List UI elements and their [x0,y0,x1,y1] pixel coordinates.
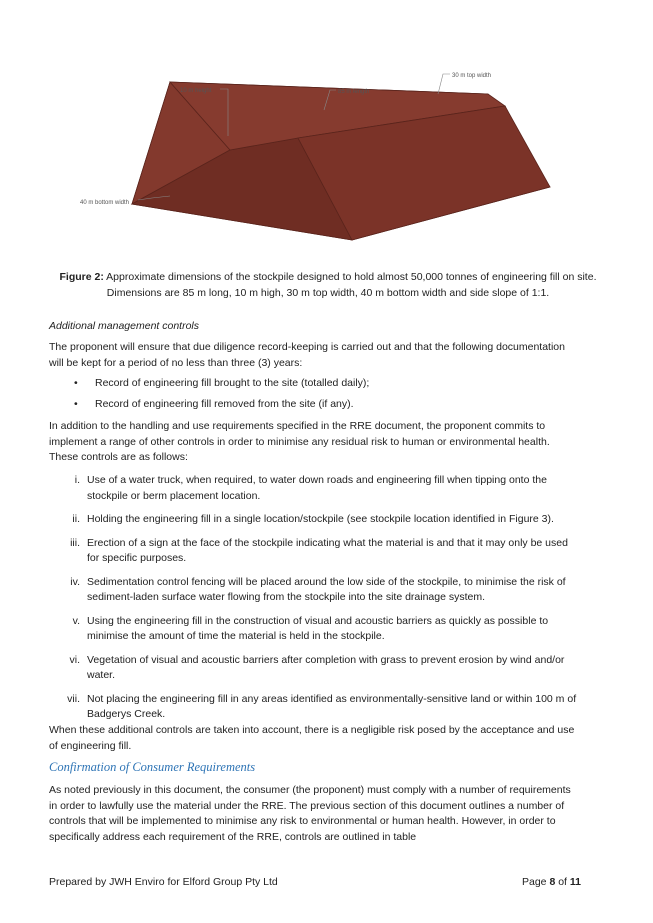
height-label: 10 m height [180,88,212,94]
negligible-risk-paragraph: When these additional controls are taken into account, there is a negligible risk posed by the acceptance and use of engineering fill. [49,724,575,752]
list-item-number: iv. [70,575,80,588]
list-item [49,536,581,567]
list-item-text: Not placing the engineering fill in any areas identified as environmentally-sensitive land or within 100 m of Badgerys Creek. [87,692,577,720]
page-of: of [555,876,570,888]
list-item [49,376,581,392]
list-item-number: iii. [70,536,80,549]
list-item-number: i. [74,474,80,486]
list-item-number: v. [72,614,80,627]
caption-label: Figure 2: [59,271,104,283]
bottom-width-label: 40 m bottom width [80,200,130,206]
list-item-text: Holding the engineering fill in a single location/stockpile (see stockpile location identified in Figure 3). [87,513,554,525]
list-item-text: Use of a water truck, when required, to water down roads and engineering fill when tipping onto the stockpile or berm placement location. [87,474,547,502]
list-item-text: Using the engineering fill in the construction of visual and acoustic barriers as quickly as possible to minimise the amount of time the material is held in the stockpile. [87,614,549,642]
length-label: 85 m length [338,89,370,95]
controls-list [49,473,581,731]
footer-page-number [522,876,581,888]
list-item-text: Record of engineering fill removed from the site (if any). [95,397,354,410]
page-footer [49,876,581,888]
list-item-text: Vegetation of visual and acoustic barriers after completion with grass to prevent erosion by wind and/or water. [87,653,565,681]
consumer-requirements-paragraph: As noted previously in this document, the consumer (the proponent) must comply with a number of requirements in order to lawfully use the material under the RRE. The previous section of this document outlines a number of controls that will be implemented to minimise any risk to environmental or human health. However, in order to specifically address each requirement of the RRE, controls are outlined in table [49,784,571,843]
total-pages: 11 [569,876,581,888]
list-item-number: vii. [67,692,80,705]
list-item-text: Record of engineering fill brought to the site (totalled daily); [95,377,370,389]
figure-caption [58,269,598,301]
list-item [49,575,581,606]
top-width-leader-line [438,74,450,94]
list-item-text: Sedimentation control fencing will be placed around the low side of the stockpile, to minimise the risk of sediment-laden surface water flowing from the stockpile into the site drainage system. [87,575,566,603]
stockpile-diagram [60,62,600,272]
list-item-text: Erection of a sign at the face of the stockpile indicating what the material is and that it may only be used for specific purposes. [87,536,568,564]
list-item-number: vi. [69,653,80,666]
page-prefix: Page [522,876,550,888]
additional-controls-heading: Additional management controls [49,320,200,332]
current-page: 8 [549,876,556,888]
caption-text: Approximate dimensions of the stockpile designed to hold almost 50,000 tonnes of engineering fill on site. Dimensions are 85 m long, 10 m high, 30 m top width, 40 m bottom width and side slope of 1:1. [103,271,597,299]
list-item [49,692,581,723]
records-bullet-list [49,376,581,417]
list-item [49,614,581,645]
record-keeping-paragraph: The proponent will ensure that due diligence record-keeping is carried out and that the following documentation will be kept for a period of no less than three (3) years: [49,341,565,369]
list-item [49,653,581,684]
controls-intro-paragraph: In addition to the handling and use requirements specified in the RRE document, the proponent commits to implement a range of other controls in order to minimise any residual risk to human or environmental health. These controls are as follows: [49,420,550,463]
bullet-icon: • [74,397,78,410]
list-item [49,397,581,413]
footer-prepared-by: Prepared by JWH Enviro for Elford Group Pty Ltd [49,876,278,888]
list-item [49,473,581,504]
list-item [49,512,581,528]
stockpile-figure [60,62,600,272]
bullet-icon: • [74,377,78,389]
list-item-number: ii. [72,513,80,525]
section-heading: Confirmation of Consumer Requirements [49,760,256,774]
top-width-label: 30 m top width [452,73,492,79]
